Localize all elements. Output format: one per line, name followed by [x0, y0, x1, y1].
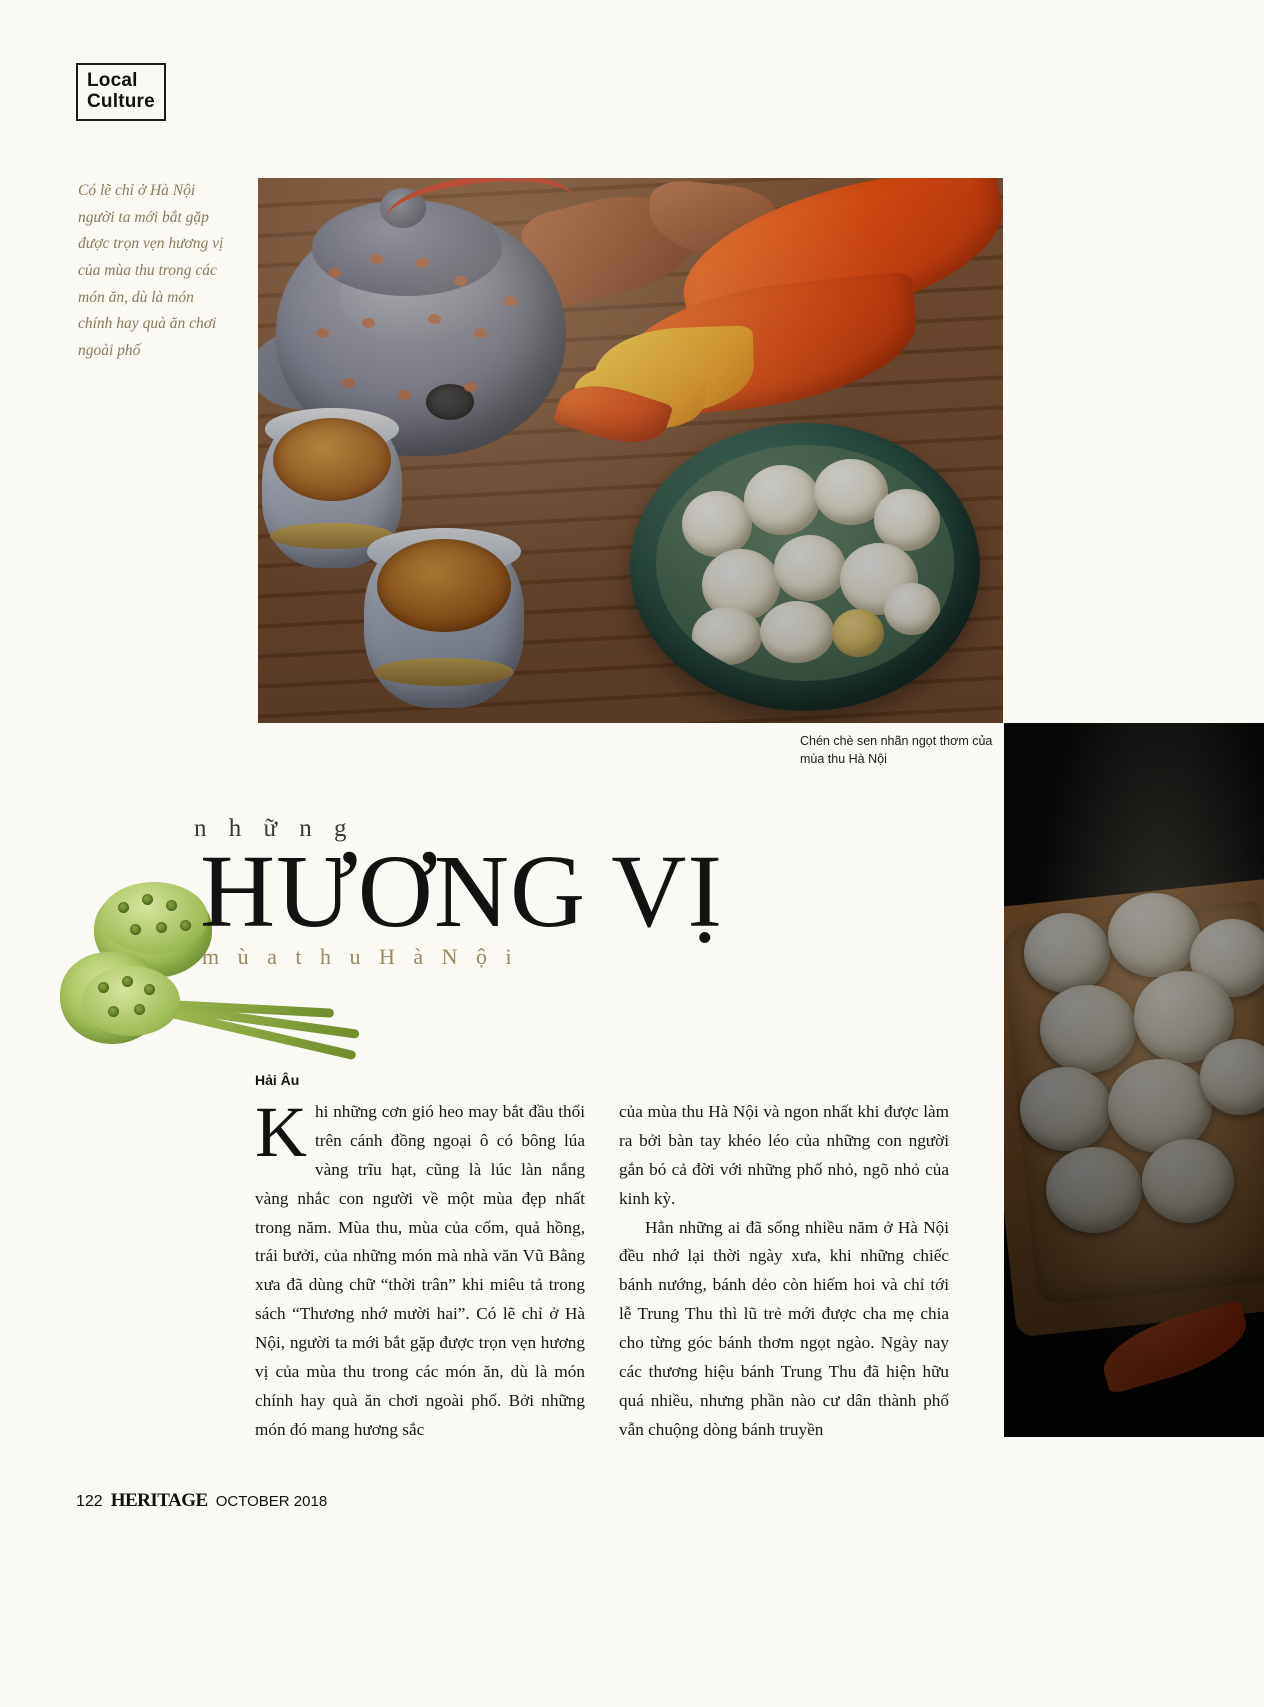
- right-photo: [1004, 723, 1264, 1437]
- lotus-seed: [142, 894, 153, 905]
- issue-date: OCTOBER 2018: [215, 1493, 328, 1510]
- lotus-seed: [130, 924, 141, 935]
- lotus-seed: [134, 1004, 145, 1015]
- lotus-seed: [166, 900, 177, 911]
- folio-number: 122: [76, 1493, 103, 1510]
- lotus-seed: [144, 984, 155, 995]
- lotus-seed: [118, 902, 129, 913]
- lotus-seed: [156, 922, 167, 933]
- page-footer: [76, 1490, 327, 1512]
- hero-photo: [258, 178, 1003, 723]
- lotus-pod-face: [82, 966, 180, 1036]
- byline: Hải Âu: [255, 1072, 300, 1088]
- body-paragraph: [255, 1092, 585, 1445]
- lotus-seed: [98, 982, 109, 993]
- headline-kicker: n h ữ n g: [194, 815, 355, 842]
- masthead-logo: HERITAGE: [110, 1490, 208, 1511]
- photo-lighting-overlay: [1004, 723, 1264, 1437]
- photo-lighting-overlay: [258, 178, 1003, 723]
- hero-photo-caption: Chén chè sen nhãn ngọt thơm của mùa thu Hà Nội: [800, 734, 993, 766]
- section-tag: [76, 63, 166, 121]
- body-paragraph: Hẳn những ai đã sống nhiều năm ở Hà Nội đều nhớ lại thời ngày xưa, khi những chiếc bánh nướng, bánh dẻo còn hiếm hoi và chỉ tới lễ Trung Thu thì lũ trẻ mới được cha mẹ chia cho từng góc bánh thơm ngọt ngào. Ngày nay các thương hiệu bánh Trung Thu đã hiện hữu quá nhiều, nhưng phần nào cư dân thành phố vẫn chuộng dòng bánh truyền: [619, 1217, 949, 1439]
- section-tag-line1: Local: [87, 70, 138, 91]
- section-tag-line2: Culture: [87, 90, 155, 112]
- body-column-right: [619, 1098, 949, 1445]
- headline-subline: m ù a t h u H à N ộ i: [202, 944, 519, 969]
- lotus-seed: [122, 976, 133, 987]
- lotus-seed: [108, 1006, 119, 1017]
- body-paragraph-text: hi những cơn gió heo may bắt đầu thổi trên cánh đồng ngoại ô có bông lúa vàng trĩu hạt, cũng là lúc làn nắng vàng nhắc con người về một mùa đẹp nhất trong năm. Mùa thu, mùa của cốm, quả hồng, trái bưởi, của những món mà nhà văn Vũ Bằng xưa đã dùng chữ “thời trân” khi miêu tả trong sách “Thương nhớ mười hai”. Có lẽ chỉ ở Hà Nội, người ta mới bắt gặp được trọn vẹn hương vị của mùa thu trong các món ăn, dù là món chính hay quà ăn chơi ngoài phố. Bởi những món đó mang hương sắc: [255, 1102, 585, 1439]
- page-title: HƯƠNG VỊ: [200, 834, 723, 949]
- lotus-seed: [180, 920, 191, 931]
- body-column-left: [255, 1092, 585, 1445]
- lotus-pod-face: [100, 882, 208, 954]
- standfirst-text: Có lẽ chỉ ở Hà Nội người ta mới bắt gặp được trọn vẹn hương vị của mùa thu trong các món ăn, dù là món chính hay quà ăn chơi ngoài phố: [78, 182, 224, 359]
- drop-cap: K: [255, 1092, 307, 1172]
- body-paragraph: của mùa thu Hà Nội và ngon nhất khi được làm ra bởi bàn tay khéo léo của những con người gắn bó cả đời với những phố nhỏ, ngõ nhỏ của kinh kỳ.: [619, 1102, 949, 1208]
